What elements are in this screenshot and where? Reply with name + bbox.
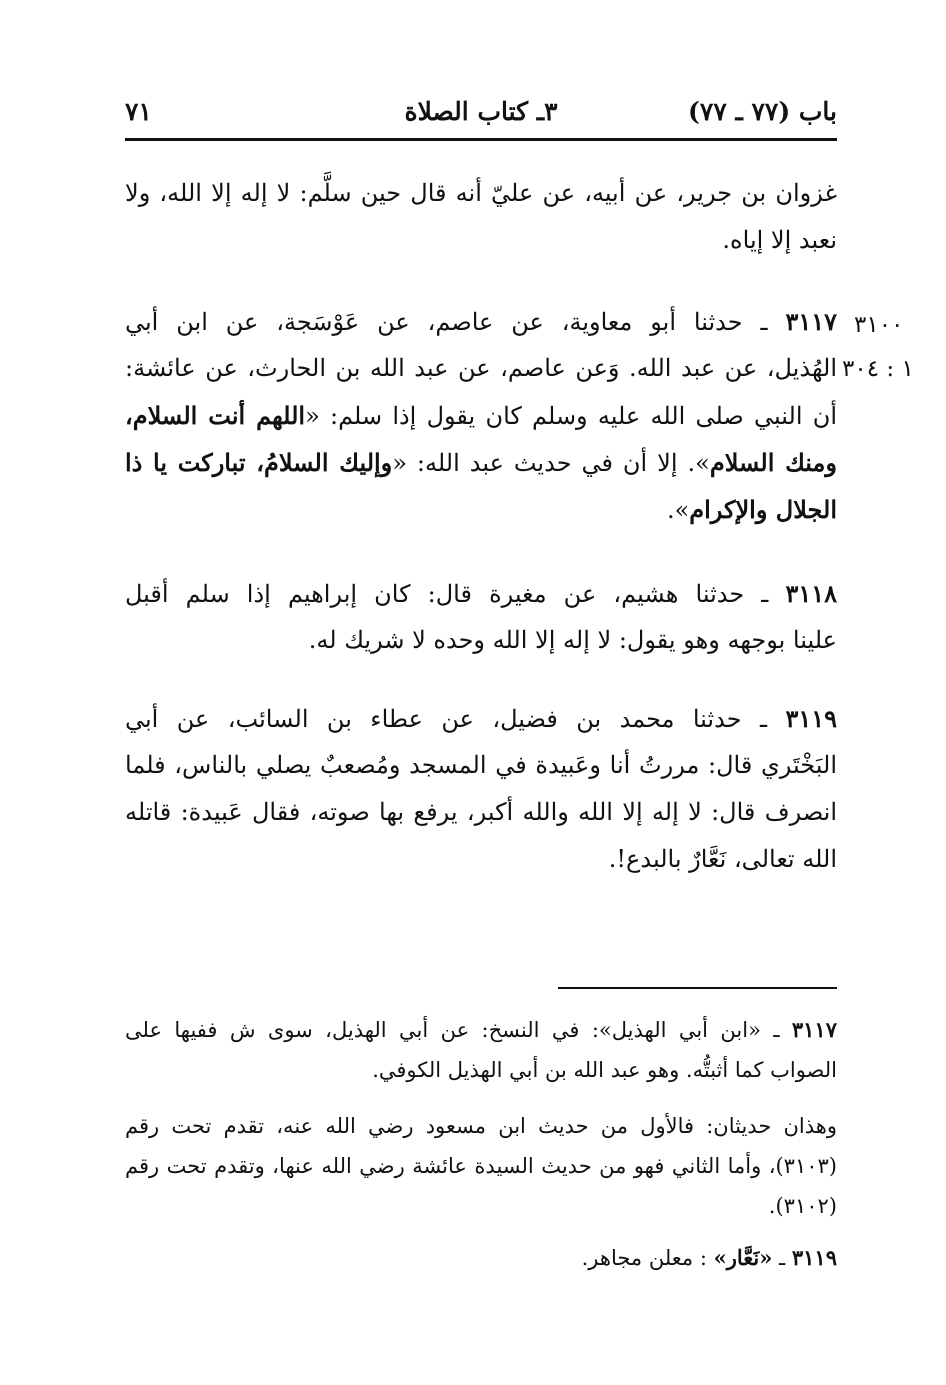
footnote-3117 [125,1010,837,1090]
text-line [125,570,837,617]
text-line [125,298,837,345]
footnote-hadith-refs [125,1106,837,1226]
text-line: البَخْتَري قال: مررتُ أنا وعَبيدة في المسجد ومُصعبٌ يصلي بالناس، فلما [125,751,837,779]
footnote-divider [558,987,837,989]
margin-ref: ١ : ٣٠٤ [842,356,914,382]
text-line: علينا بوجهه وهو يقول: لا إله إلا الله وحده لا شريك له. [308,626,837,654]
text-line: الهُذيل، عن عبد الله. وَعن عاصم، عن عبد الله بن الحارث، عن عائشة: [125,354,837,382]
text-line: الله تعالى، نَعَّارٌ بالبدع!. [608,845,837,873]
bold-segment: وإليك السلامُ، تباركت يا ذا [125,448,393,477]
text-line: الصواب كما أثبتُّه. وهو عبد الله بن أبي الهذيل الكوفي. [372,1058,837,1082]
text-segment: ـ حدثنا هشيم، عن مغيرة قال: كان إبراهيم إذا سلم أقبل [125,580,786,608]
text-segment: أن النبي صلى الله عليه وسلم كان يقول إذا سلم: « [305,402,837,430]
text-segment: : معلن مجاهر. [581,1246,714,1270]
text-line [125,695,837,742]
book-title: ٣ـ كتاب الصلاة [404,97,558,126]
hadith-number: ٣١١٩ [785,704,837,733]
margin-ref: ٣١٠٠ [854,312,904,338]
text-line [125,439,837,486]
chapter-range: باب (٧٧ ـ ٧٧) [688,97,837,126]
text-line [125,1010,837,1050]
bold-segment: ومنك السلام [709,448,837,477]
page-header [125,92,837,138]
text-line: غزوان بن جرير، عن أبيه، عن عليّ أنه قال حين سلَّم: لا إله إلا الله، ولا [125,179,837,207]
footnote-3119 [125,1238,837,1278]
text-line [125,1238,837,1278]
bold-segment: الجلال والإكرام [689,495,837,524]
text-segment: ـ [772,1246,792,1270]
text-segment: ـ حدثنا محمد بن فضيل، عن عطاء بن السائب، عن أبي [125,705,786,733]
text-segment: ». [666,496,690,524]
hadith-number: ٣١١٨ [785,579,837,608]
text-segment: ». إلا أن في حديث عبد الله: « [392,449,710,477]
bold-segment: اللهم أنت السلام، [125,401,306,430]
hadith-3117 [125,298,837,533]
page-number: ٧١ [125,97,152,126]
hadith-number: ٣١١٧ [785,307,837,336]
footnote-term: «نَعَّار» [713,1245,773,1270]
text-line [125,392,837,439]
paragraph-continuation [125,170,837,264]
text-segment: ـ حدثنا أبو معاوية، عن عاصم، عن عَوْسَجة، عن ابن أبي [125,308,786,336]
text-segment: ـ «ابن أبي الهذيل»: في النسخ: عن أبي الهذيل، سوى ش ففيها على [125,1018,792,1042]
text-line: (٣١٠٢). [768,1194,837,1218]
text-line: نعبد إلا إياه. [722,226,837,254]
hadith-3118 [125,570,837,664]
footnote-number: ٣١١٩ [791,1245,837,1270]
header-divider [125,138,837,141]
hadith-3119 [125,695,837,883]
text-line: انصرف قال: لا إله إلا الله والله أكبر، يرفع بها صوته، فقال عَبيدة: قاتله [125,798,837,826]
text-line: وهذان حديثان: فالأول من حديث ابن مسعود رضي الله عنه، تقدم تحت رقم [125,1114,837,1138]
text-line [125,486,837,533]
footnote-number: ٣١١٧ [791,1017,837,1042]
text-line: (٣١٠٣)، وأما الثاني فهو من حديث السيدة عائشة رضي الله عنها، وتقدم تحت رقم [125,1154,837,1178]
